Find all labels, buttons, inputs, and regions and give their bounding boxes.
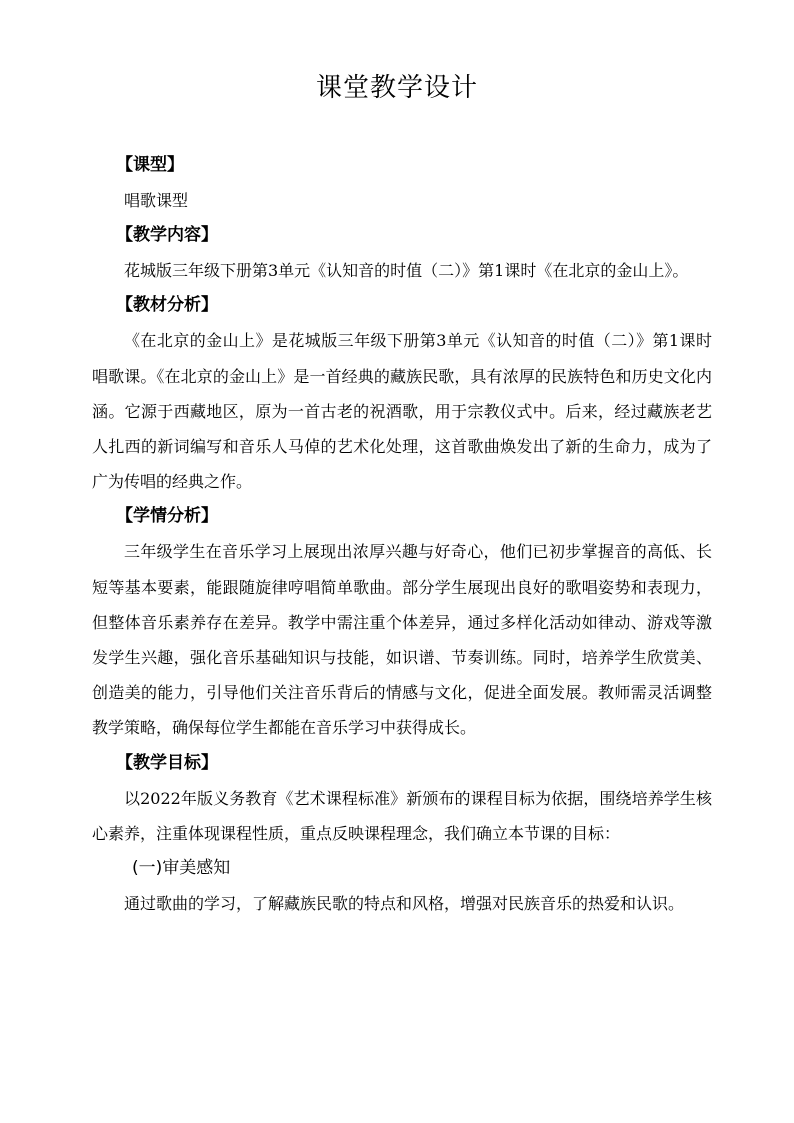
section-heading-lesson-type: 【课型】 — [116, 155, 184, 175]
document-title: 课堂教学设计 — [315, 73, 478, 103]
section-heading-teaching-content: 【教学内容】 — [116, 225, 218, 246]
material-analysis-text: 《在北京的金山上》是花城版三年级下册第3单元《认知音的时值（二）》第1课时唱歌课。《在北京的金山上》是一首经典的藏族民歌，具有浓厚的民族特色和历史文化内涵。它源于西藏地区，原为一首古老的祝酒歌，用于宗教仪式中。后来，经过藏族老艺人扎西的新词编写和音乐人马倬的艺术化处理，这首歌曲焕发出了新的生命力，成为了广为传唱的经典之作。 — [92, 331, 712, 492]
document-body — [92, 148, 712, 921]
section-heading-student-analysis: 【学情分析】 — [116, 506, 218, 527]
student-analysis-text: 三年级学生在音乐学习上展现出浓厚兴趣与好奇心，他们已初步掌握音的高低、长短等基本要素，能跟随旋律哼唱简单歌曲。部分学生展现出良好的歌唱姿势和表现力，但整体音乐素养存在差异。教学中需注重个体差异，通过多样化活动如律动、游戏等激发学生兴趣，强化音乐基础知识与技能，如识谱、节奏训练。同时，培养学生欣赏美、创造美的能力，引导他们关注音乐背后的情感与文化，促进全面发展。教师需灵活调整教学策略，确保每位学生都能在音乐学习中获得成长。 — [92, 542, 712, 738]
aesthetic-perception-text: 通过歌曲的学习，了解藏族民歌的特点和风格，增强对民族音乐的热爱和认识。 — [124, 894, 685, 914]
teaching-content-text: 花城版三年级下册第3单元《认知音的时值（二）》第1课时《在北京的金山上》。 — [124, 261, 689, 281]
goal-subheading-aesthetic-perception: (一)审美感知 — [132, 858, 231, 879]
lesson-type-text: 唱歌课型 — [124, 191, 189, 210]
teaching-goals-text: 以2022年版义务教育《艺术课程标准》新颁布的课程目标为依据，围绕培养学生核心素养，注重体现课程性质，重点反映课程理念，我们确立本节课的目标： — [92, 788, 712, 843]
section-heading-material-analysis: 【教材分析】 — [116, 295, 218, 316]
section-heading-teaching-goals: 【教学目标】 — [116, 752, 218, 773]
